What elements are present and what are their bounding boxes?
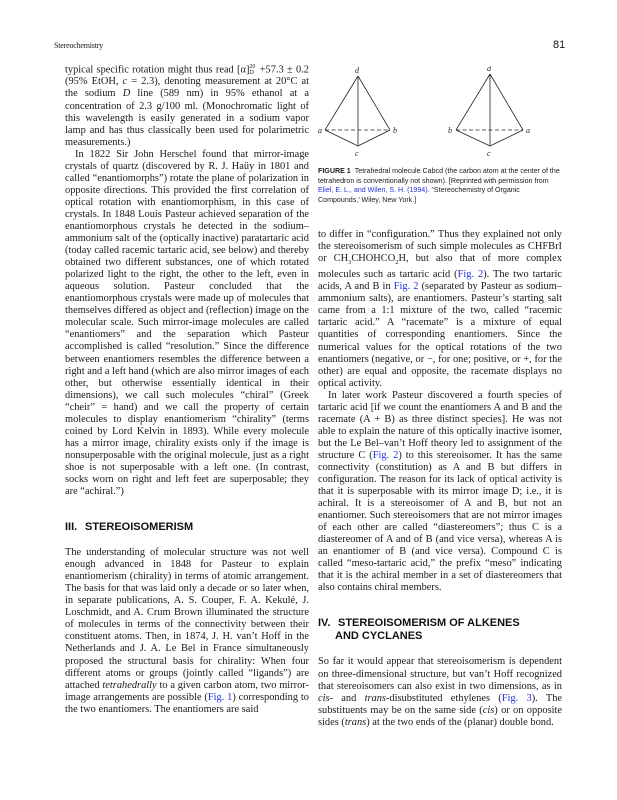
figure-1-tetrahedra <box>318 66 562 156</box>
section-heading-stereoisomerism: III. STEREOISOMERISM <box>65 521 194 534</box>
label-right-left: b <box>448 126 452 135</box>
label-right-top: d <box>487 66 491 73</box>
math-sup-sub: 20 D <box>249 64 256 76</box>
left-column <box>65 64 309 716</box>
paragraph-cis-trans: So far it would appear that stereoisomerism is dependent on three-dimensional structure, but van’t Hoff recognized that stereoisomers can also exist in two dimensions, as in cis- and trans-disubstituted ethylenes (Fig. 3). The substituents may be on the same side (cis) or on opposite sides (trans) at the two ends of the (planar) double bond. <box>318 656 562 728</box>
label-left-right: b <box>393 126 397 135</box>
figure-label: FIGURE 1 <box>318 167 351 175</box>
label-right-bottom: c <box>487 149 491 158</box>
paragraph-herschel-pasteur: In 1822 Sir John Herschel found that mirror-image crystals of quartz (discovered by R. J. Haüy in 1801 and called “enantiomorphs”) rotate the plane of polarization in opposite directions. This provided the first correlation of optical rotation with enantiomorphism, in this case of crystals. In 1848 Louis Pasteur achieved separation of the enantiomorphous crystals he detected in the sodium–ammonium salt of the (optically inactive) paratartaric acid (today called racemic tartaric acid, see below) and thereby obtained two different substances, one of which rotated polarized light to the right, the other to the left, even in aqueous solution. Pasteur concluded that the enantiomorphous crystals were made up of molecules that themselves differed as object and (reflection) image on the molecular scale. Such mirror-image molecules are called “enantiomers” and the separation which Pasteur accomplished is called “resolution.” Since the difference between enantiomers resembles the difference between a right and a left hand (which are also mirror images of each other, but otherwise essentially identical in their dimensions), we call such molecules “chiral” (Greek “cheir” = hand) and we call the property of certain molecules to display enantiomerism “chirality” (terms coined by Lord Kelvin in 1893). While every molecule has a mirror image, chirality exists only if the image is nonsuperposable with the original molecule, just as a right shoe is not superposable with a left one. (In contrast, socks worn on right and left feet are superposable; they are “achiral.”) <box>65 148 309 498</box>
paragraph-configuration: to differ in “configuration.” Thus they explained not only the stereoisomerism of such simple molecules as CHFBrI or $CH_3CHOHCO_2H$, but also that of more complex molecules such as tartaric acid (Fig. 2). The two tartaric acids, A and B in Fig. 2 (separated by Pasteur as sodium–ammonium salts), are enantiomers. Pasteur’s starting salt came from a 1:1 mixture of the two, called “racemic tartaric acid.” A “racemate” is a mixture of equal quantities of corresponding enantiomers. Since the numerical values for the optical rotations of the two enantiomers (negative, or −, for one; positive, or +, for the other) are equal and opposite, the racemate displays no optical activity. <box>318 229 563 389</box>
running-head: Stereochemistry <box>54 41 103 50</box>
paragraph-meso-tartaric: In later work Pasteur discovered a fourth species of tartaric acid [if we count the enantiomers A and B and the racemate (A + B) as three distinct species]. He was not able to explain the nature of this optically inactive isomer, but the Le Bel–van’t Hoff theory led to assignment of the structure C (Fig. 2) to this stereoisomer. It has the same connectivity (constitution) as A and B but differs in configuration. The reason for its lack of optical activity is that it is superposable with its mirror image D; i.e., it is achiral. It is a stereoisomer of A and B, but not an enantiomer. Such stereoisomers that are not mirror images of each other are called “diastereomers”; thus C is a diastereomer of A and of B (and vice versa), whereas A is an enantiomer of B (and vice versa). Compound C is called “meso-tartaric acid,” the prefix “meso” indicating that it is the achiral member in a set of diastereomers that also contains chiral members. <box>318 389 562 594</box>
figure-1-caption: FIGURE 1 Tetrahedral molecule Cabcd (the carbon atom at the center of the tetrahedron is conventionally not shown). [Reprinted with permission from Eliel, E. L., and Wilen, S. H. (1994). “Stereochemistry of Organic Compounds,’ Wiley, New York.] <box>318 167 560 204</box>
fig-3-link[interactable]: Fig. 3 <box>501 692 532 704</box>
label-left-left: a <box>318 126 322 135</box>
section-heading-alkenes-cyclanes: IV. STEREOISOMERISM OF ALKENES AND CYCLANES <box>318 617 520 643</box>
fig-1-link[interactable]: Fig. 1 <box>207 691 233 703</box>
fig-2-link[interactable]: Fig. 2 <box>372 449 399 461</box>
page-number: 81 <box>553 39 566 51</box>
label-left-top: d <box>355 66 359 75</box>
fig-2-link[interactable]: Fig. 2 <box>393 281 419 293</box>
label-left-bottom: c <box>355 149 359 158</box>
tetrahedron-left <box>325 76 390 146</box>
tetrahedra-diagram <box>318 66 562 158</box>
citation-link[interactable]: Eliel, E. L., and Wilen, S. H. (1994). <box>318 186 430 195</box>
paragraph-specific-rotation: typical specific rotation might thus read [α]20 D +57.3 ± 0.2 (95% EtOH, c = 2.3), denoting measurement at 20°C at the sodium D line (589 nm) in 95% ethanol at a concentration of 2.3 g/100 ml. (Monochromatic light of this wavelength is easily generated in a sodium vapor lamp and has thus classically been used for polarimetric measurements.) <box>65 64 309 148</box>
right-column <box>318 229 562 729</box>
paragraph-molecular-structure: The understanding of molecular structure was not well enough advanced in 1848 for Pasteur to explain enantiomerism (chirality) in terms of atomic arrangement. The basis for that was laid only a decade or so later when, in separate publications, A. S. Couper, F. A. Kekulé, J. Loschmidt, and A. Crum Brown illuminated the structure of molecules in terms of the connectivity between their constituent atoms. Then, in 1874, J. H. van’t Hoff in the Netherlands and J. A. Le Bel in France simultaneously proposed the structural basis for chirality: When four different atoms or groups (jointly called “ligands”) are attached tetrahedrally to a given carbon atom, two mirror-image arrangements are possible (Fig. 1) corresponding to the two enantiomers. The enantiomers are said <box>65 547 309 715</box>
label-right-right: a <box>526 126 530 135</box>
tetrahedron-right <box>456 74 523 146</box>
fig-2-link[interactable]: Fig. 2 <box>457 269 484 281</box>
